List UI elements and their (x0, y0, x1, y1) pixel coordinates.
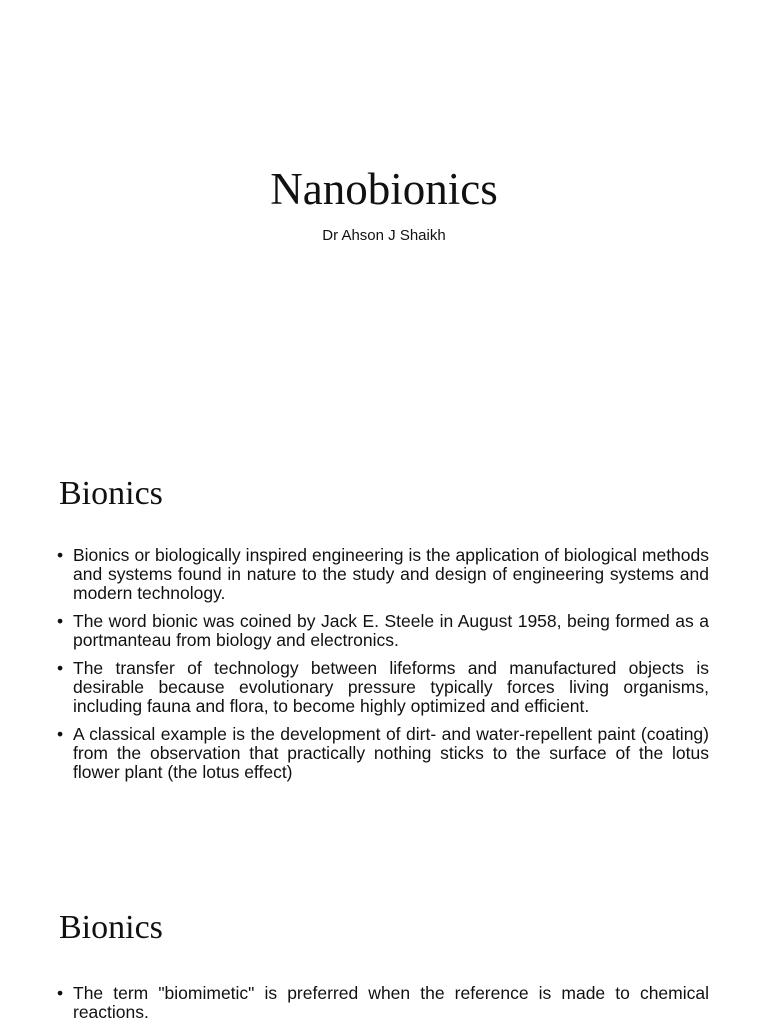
bullet-item (57, 984, 709, 1022)
slide-bionics-2 (0, 864, 768, 1024)
slide-bionics-1 (0, 432, 768, 864)
bullet-text: The word bionic was coined by Jack E. Steele in August 1958, being formed as a portmanteau from biology and electronics. (73, 611, 709, 650)
presentation-title: Nanobionics (270, 164, 498, 214)
bullet-symbol: • (57, 983, 64, 1003)
bullet-symbol: • (57, 611, 64, 631)
bullet-list (57, 984, 709, 1024)
bullet-item (57, 546, 709, 603)
bullet-symbol: • (57, 545, 64, 565)
bullet-item (57, 612, 709, 650)
bullet-text: Bionics or biologically inspired engineering is the application of biological methods and systems found in nature to the study and design of engineering systems and modern technology. (73, 545, 709, 603)
bullet-list (57, 546, 709, 791)
bullet-text: The term "biomimetic" is preferred when the reference is made to chemical reactions. (73, 983, 709, 1022)
slide-title (0, 0, 768, 432)
presentation-author: Dr Ahson J Shaikh (322, 227, 446, 244)
bullet-item (57, 659, 709, 716)
bullet-symbol: • (57, 658, 64, 678)
bullet-symbol: • (57, 724, 64, 744)
bullet-item (57, 725, 709, 782)
bullet-text: A classical example is the development of dirt- and water-repellent paint (coating) from the observation that practically nothing sticks to the surface of the lotus flower plant (the lotus effect) (73, 724, 709, 782)
slide-heading: Bionics (59, 475, 163, 512)
bullet-text: The transfer of technology between lifeforms and manufactured objects is desirable because evolutionary pressure typically forces living organisms, including fauna and flora, to become highly optimized and efficient. (73, 658, 709, 716)
slide-heading: Bionics (59, 909, 163, 946)
